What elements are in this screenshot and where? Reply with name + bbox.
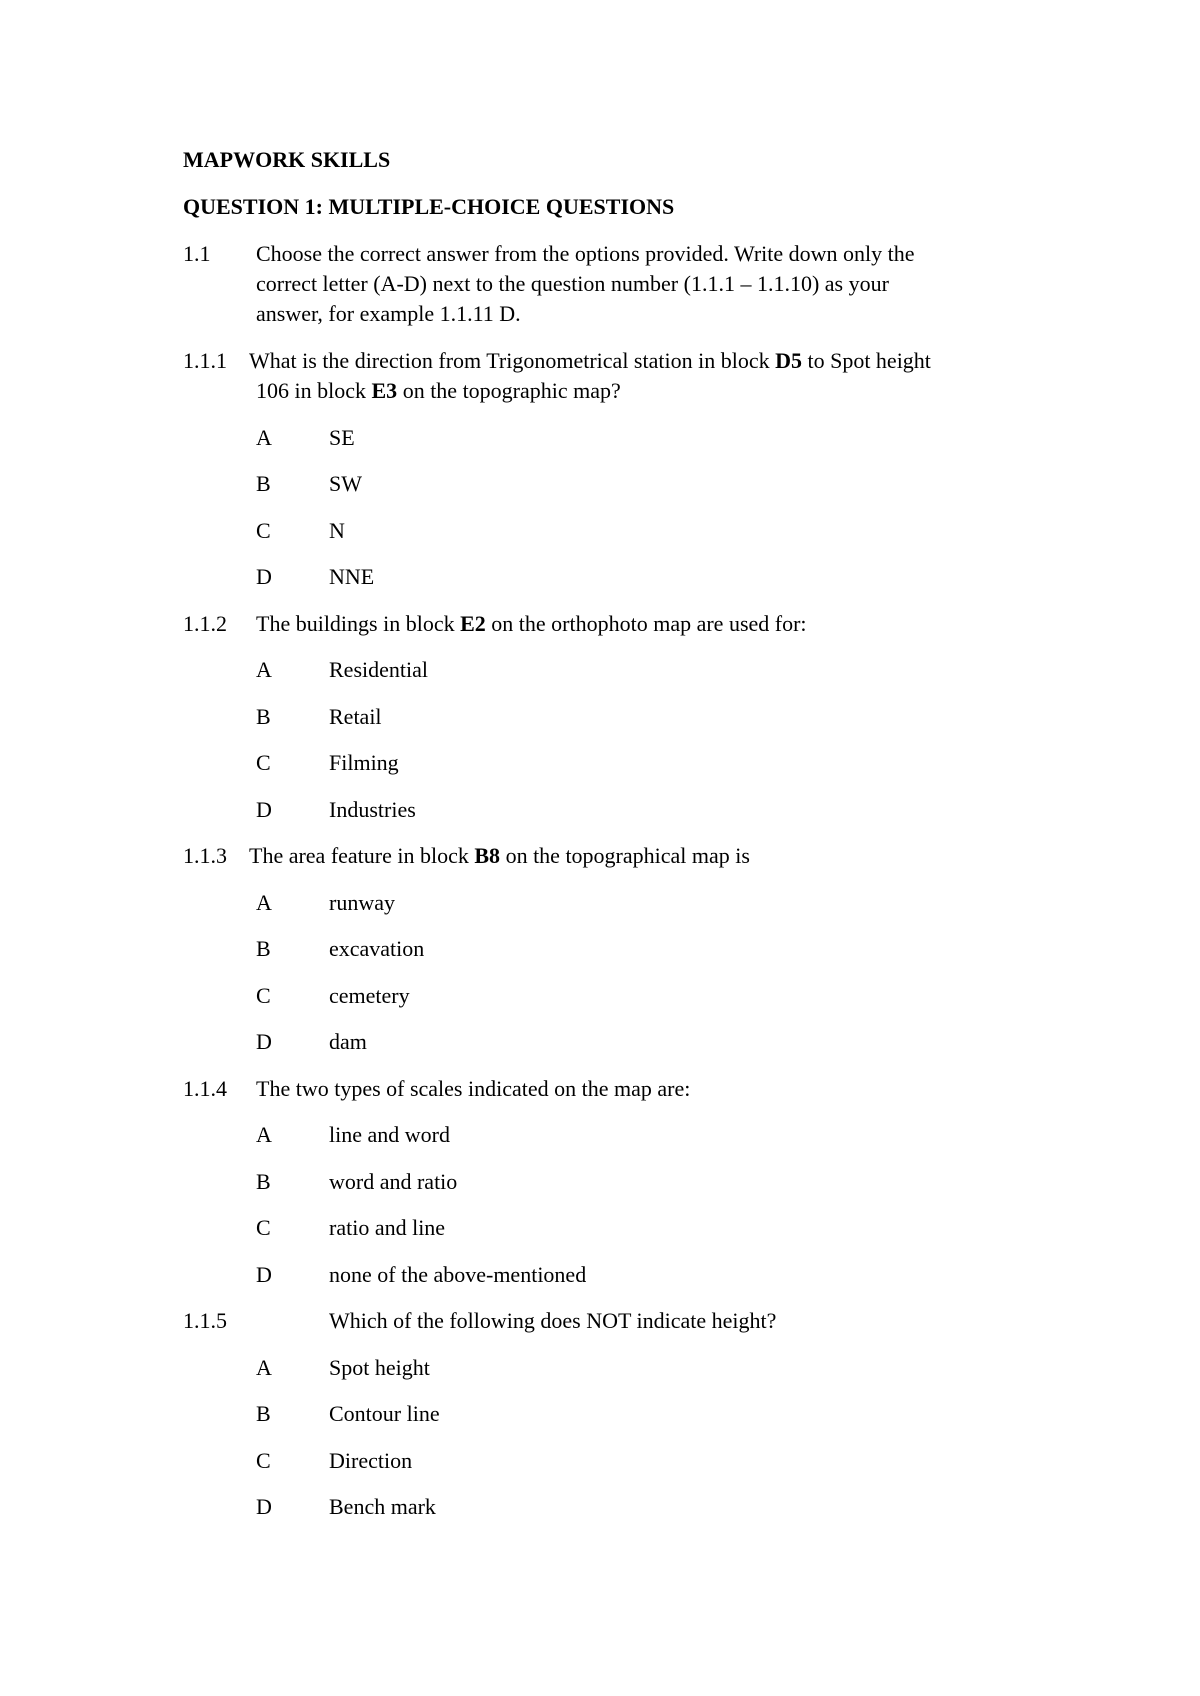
option-letter: C bbox=[256, 1448, 271, 1473]
option-letter: B bbox=[256, 1169, 271, 1194]
q3-number: 1.1.3 bbox=[183, 843, 227, 868]
q4-text: The two types of scales indicated on the map are: bbox=[256, 1076, 691, 1101]
q1-number: 1.1.1 bbox=[183, 348, 227, 373]
q1-text-part: to Spot height bbox=[801, 348, 931, 373]
option-letter: A bbox=[256, 425, 272, 450]
q2-text-part: The buildings in block bbox=[256, 611, 461, 636]
q5-text: Which of the following does NOT indicate height? bbox=[329, 1308, 777, 1333]
option-letter: A bbox=[256, 1122, 272, 1147]
option-text: Residential bbox=[329, 657, 428, 682]
option-text: Contour line bbox=[329, 1401, 440, 1426]
option-letter: B bbox=[256, 936, 271, 961]
q1-text-line-1 bbox=[249, 346, 931, 376]
option-letter: D bbox=[256, 1494, 272, 1519]
option-text: none of the above-mentioned bbox=[329, 1262, 587, 1287]
option-letter: A bbox=[256, 890, 272, 915]
q1-text-part: on the topographic map? bbox=[397, 378, 621, 403]
q2-text-part: on the orthophoto map are used for: bbox=[485, 611, 807, 636]
q2-block-ref: E2 bbox=[460, 611, 486, 636]
question-title: QUESTION 1: MULTIPLE-CHOICE QUESTIONS bbox=[183, 194, 675, 219]
option-text: dam bbox=[329, 1029, 367, 1054]
q3-text-part: The area feature in block bbox=[249, 843, 475, 868]
option-text: word and ratio bbox=[329, 1169, 458, 1194]
q4-number: 1.1.4 bbox=[183, 1076, 227, 1101]
option-text: Spot height bbox=[329, 1355, 430, 1380]
option-text: line and word bbox=[329, 1122, 450, 1147]
q2-text bbox=[256, 609, 807, 639]
q1-text-part: What is the direction from Trigonometrical station in block bbox=[249, 348, 776, 373]
option-text: NNE bbox=[329, 564, 375, 589]
option-text: runway bbox=[329, 890, 395, 915]
q3-text-part: on the topographical map is bbox=[500, 843, 750, 868]
option-text: cemetery bbox=[329, 983, 410, 1008]
intro-line-2: correct letter (A-D) next to the question number (1.1.1 – 1.1.10) as your bbox=[256, 271, 889, 296]
option-text: SW bbox=[329, 471, 362, 496]
option-letter: B bbox=[256, 471, 271, 496]
q5-number: 1.1.5 bbox=[183, 1308, 227, 1333]
q1-text-part: 106 in block bbox=[256, 378, 372, 403]
option-letter: B bbox=[256, 704, 271, 729]
intro-number: 1.1 bbox=[183, 241, 211, 266]
option-text: N bbox=[329, 518, 345, 543]
option-text: excavation bbox=[329, 936, 425, 961]
option-text: Industries bbox=[329, 797, 416, 822]
option-letter: D bbox=[256, 1262, 272, 1287]
option-text: ratio and line bbox=[329, 1215, 446, 1240]
option-letter: C bbox=[256, 518, 271, 543]
q1-block-ref: E3 bbox=[371, 378, 398, 403]
option-letter: A bbox=[256, 657, 272, 682]
option-letter: B bbox=[256, 1401, 271, 1426]
option-text: Filming bbox=[329, 750, 399, 775]
q3-text bbox=[249, 841, 750, 871]
option-letter: C bbox=[256, 983, 271, 1008]
option-letter: D bbox=[256, 564, 272, 589]
intro-line-1: Choose the correct answer from the options provided. Write down only the bbox=[256, 241, 915, 266]
intro-line-3: answer, for example 1.1.11 D. bbox=[256, 301, 521, 326]
q2-number: 1.1.2 bbox=[183, 611, 227, 636]
option-letter: D bbox=[256, 797, 272, 822]
option-letter: A bbox=[256, 1355, 272, 1380]
option-text: Bench mark bbox=[329, 1494, 436, 1519]
option-letter: C bbox=[256, 1215, 271, 1240]
option-letter: C bbox=[256, 750, 271, 775]
q3-block-ref: B8 bbox=[474, 843, 501, 868]
option-text: Direction bbox=[329, 1448, 413, 1473]
option-text: Retail bbox=[329, 704, 382, 729]
page-heading: MAPWORK SKILLS bbox=[183, 147, 391, 172]
q1-text-line-2 bbox=[256, 376, 621, 406]
option-text: SE bbox=[329, 425, 355, 450]
q1-block-ref: D5 bbox=[775, 348, 802, 373]
option-letter: D bbox=[256, 1029, 272, 1054]
